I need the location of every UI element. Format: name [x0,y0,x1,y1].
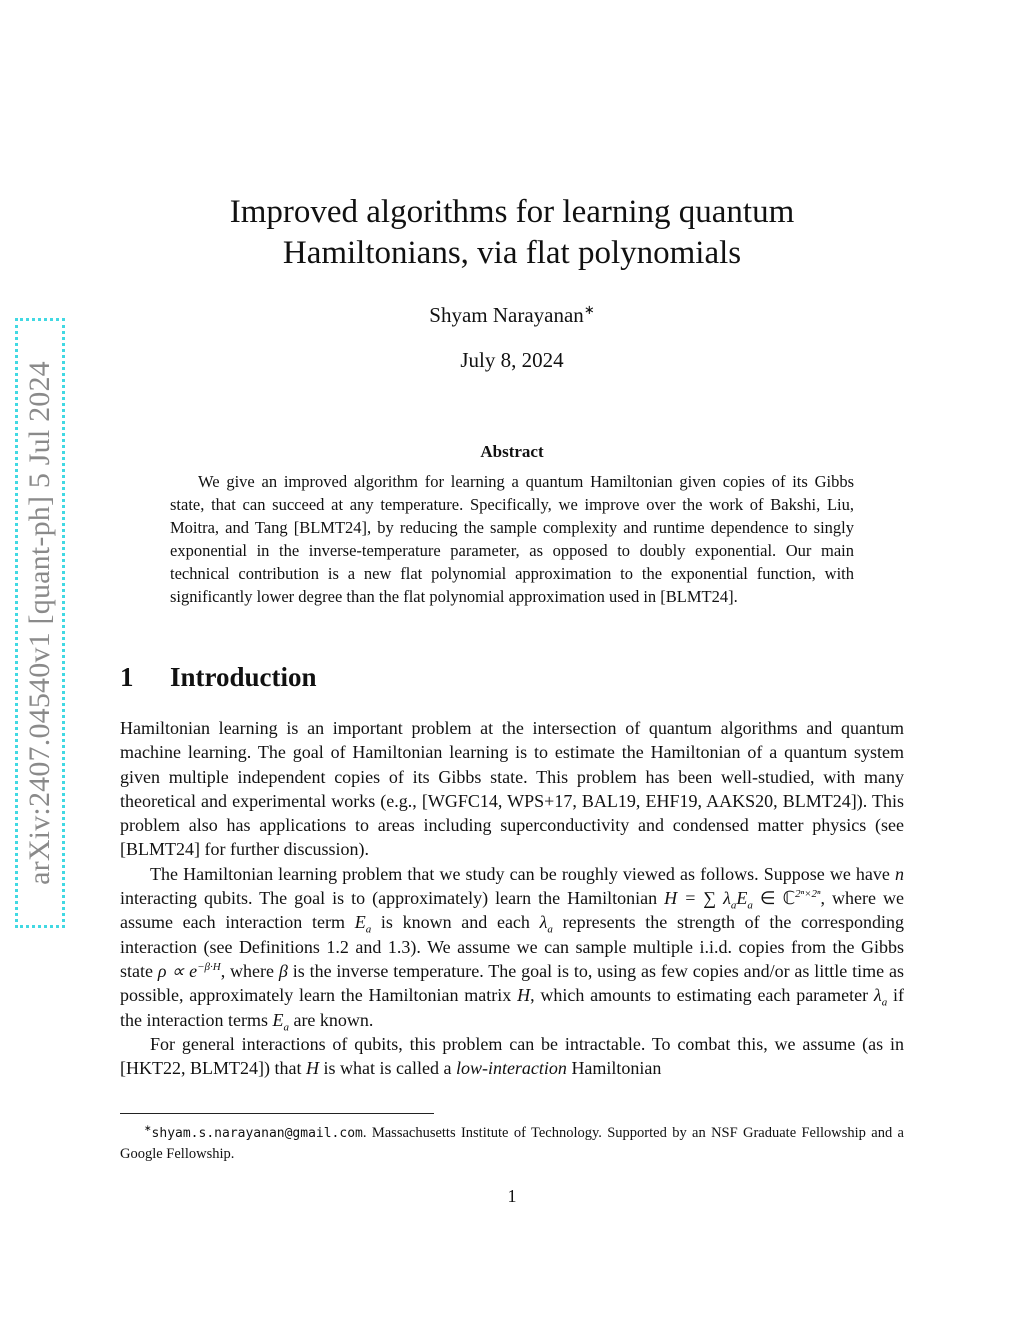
paper-title [160,192,864,274]
paragraph-3: For general interactions of qubits, this problem can be intractable. To combat this, we assume (as in [HKT22, BLMT24]) that H is what is called a low-interaction Hamiltonian [120,1033,904,1079]
footnote-divider [120,1113,434,1114]
footnote [120,1118,904,1165]
title-line-2: Hamiltonians, via flat polynomials [282,235,742,271]
section-title: Introduction [170,662,317,692]
title-line-1: Improved algorithms for learning quantum [229,194,795,230]
footnote-text: . Massachusetts Institute of Technology. Supported by an NSF Graduate Fellowship and a Google Fellowship. [120,1124,904,1163]
arxiv-identifier-stamp[interactable] [15,318,65,928]
body-text [120,716,904,1080]
paragraph-2: The Hamiltonian learning problem that we study can be roughly viewed as follows. Suppose we have n interacting qubits. The goal is to (approximately) learn the Hamiltonian H = ∑ $\lambda_aE_a$ ∈ ℂ$^{2^n\times 2^n}$, where we assume each interaction term $E_a$ is known and each $\lambda_a$ represents the strength of the corresponding interaction (see Definitions 1.2 and 1.3). We assume we can sample multiple i.i.d. copies from the Gibbs state $\rho \propto e^{-\beta\cdot H}$, where β is the inverse temperature. The goal is to, using as few copies and/or as little time as possible, approximately learn the Hamiltonian matrix H, which amounts to estimating each parameter $\lambda_a$ if the interaction terms $E_a$ are known. [120,863,904,1034]
publication-date: July 8, 2024 [460,348,564,372]
page-number: 1 [507,1186,517,1206]
author-name: Shyam Narayanan [429,303,584,327]
author-email-link[interactable]: shyam.s.narayanan@gmail.com [151,1125,363,1141]
author [0,302,1024,328]
section-heading [120,662,317,693]
author-footnote-mark[interactable]: ∗ [583,302,595,317]
footnote-mark: ∗ [144,1123,152,1133]
arxiv-identifier: arXiv:2407.04540v1 [quant-ph] 5 Jul 2024 [23,361,56,885]
paragraph-1: Hamiltonian learning is an important problem at the intersection of quantum algorithms and quantum machine learning. The goal of Hamiltonian learning is to estimate the Hamiltonian of a quantum system given multiple independent copies of its Gibbs state. This problem has been well-studied, with many theoretical and experimental works (e.g., [WGFC14, WPS+17, BAL19, EHF19, AAKS20, BLMT24]). This problem also has applications to areas including superconductivity and condensed matter physics (see [BLMT24] for further discussion). [120,718,904,860]
abstract-heading: Abstract [480,442,544,461]
emphasis-low-interaction: low-interaction [455,1058,567,1079]
abstract-text: We give an improved algorithm for learning a quantum Hamiltonian given copies of its Gibbs state, that can succeed at any temperature. Specifically, we improve over the work of Bakshi, Liu, Moitra, and Tang [BLMT24], by reducing the sample complexity and runtime dependence to singly exponential in the inverse-temperature parameter, as opposed to doubly exponential. Our main technical contribution is a new flat polynomial approximation to the exponential function, with significantly lower degree than the flat polynomial approximation used in [BLMT24]. [170,472,854,606]
section-number: 1 [120,662,134,692]
